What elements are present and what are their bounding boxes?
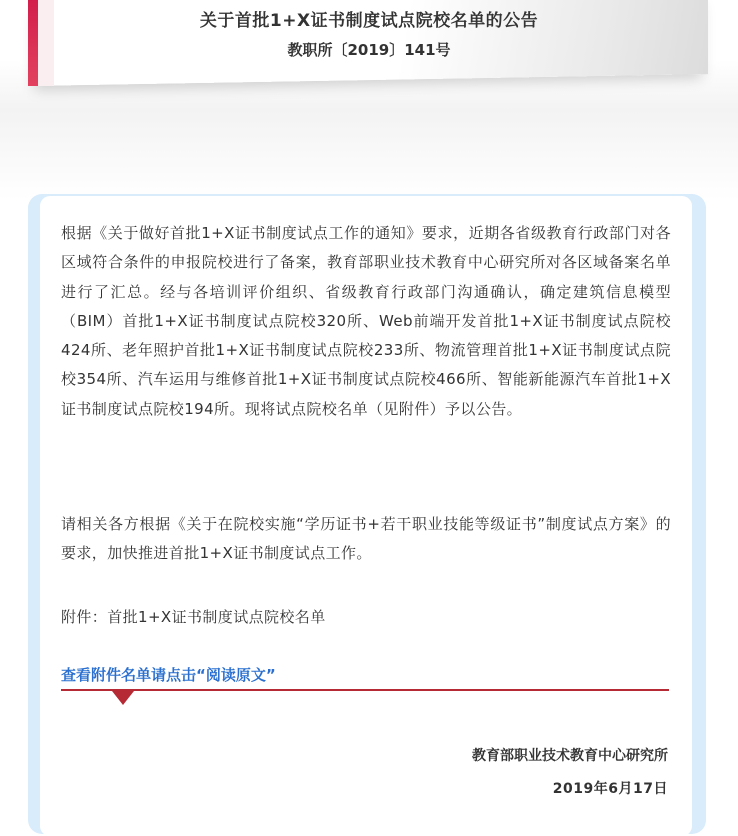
- read-original-link[interactable]: 查看附件名单请点击“阅读原文”: [61, 666, 276, 684]
- body-paragraph-2: 请相关各方根据《关于在院校实施“学历证书+若干职业技能等级证书”制度试点方案》的要求，加快推进首批1+X证书制度试点工作。: [61, 515, 671, 563]
- document-number: 教职所〔2019〕141号: [287, 41, 451, 59]
- attachment-note: 附件：首批1+X证书制度试点院校名单: [61, 608, 326, 626]
- signature-organization: 教育部职业技术教育中心研究所: [472, 748, 668, 764]
- page-title: 关于首批1+X证书制度试点院校名单的公告: [199, 11, 539, 31]
- link-underline: [61, 689, 669, 691]
- signature-date: 2019年6月17日: [552, 781, 668, 797]
- pointer-triangle-icon: [112, 691, 134, 705]
- body-paragraph-1: 根据《关于做好首批1+X证书制度试点工作的通知》要求，近期各省级教育行政部门对各区域符合条件的申报院校进行了备案，教育部职业技术教育中心研究所对各区域备案名单进行了汇总。经与各培训评价组织、省级教育行政部门沟通确认，确定建筑信息模型（BIM）首批1+X证书制度试点院校320所、Web前端开发首批1+X证书制度试点院校 424所、老年照护首批1+X证书制度试点院校233所、物流管理首批1+X证书制度试点院校354所、汽车运用与维修首批1+X证书制度试点院校466所、智能新能源汽车首批1+X证书制度试点院校194所。现将试点院校名单（见附件）予以公告。: [61, 224, 671, 418]
